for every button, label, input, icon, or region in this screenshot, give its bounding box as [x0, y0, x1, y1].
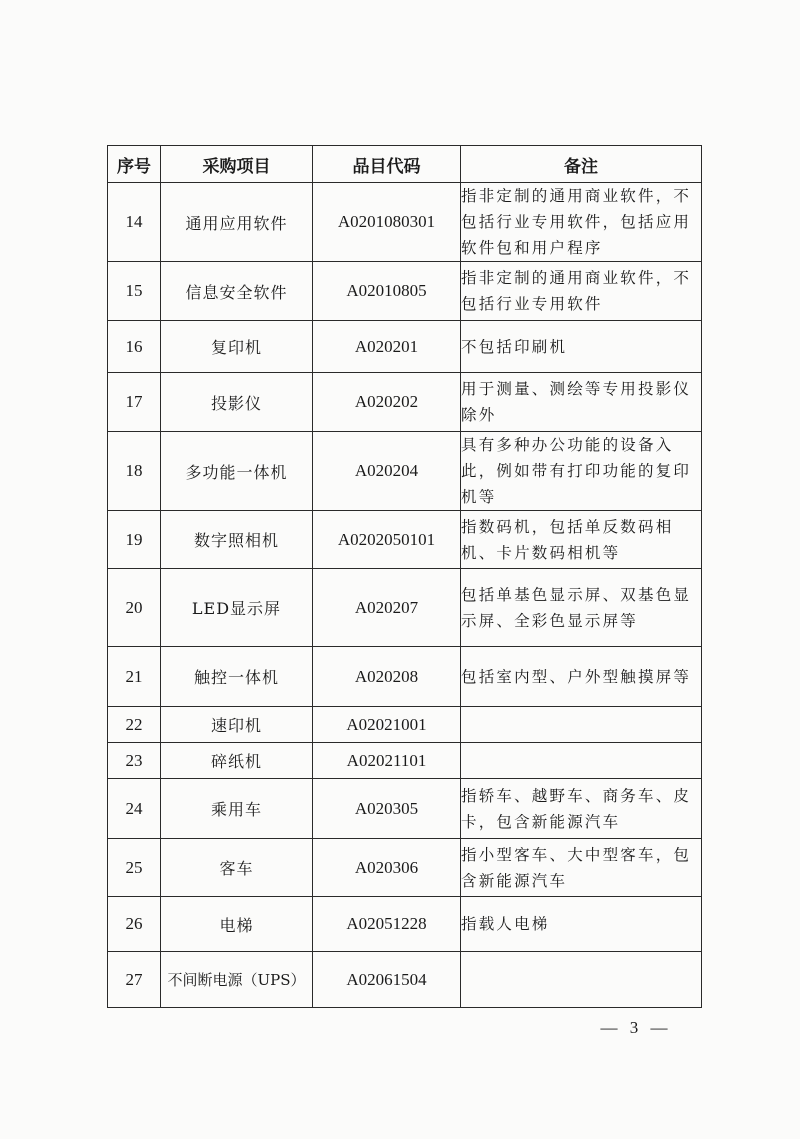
row-note	[461, 952, 702, 1008]
row-code: A020305	[313, 779, 461, 839]
row-no: 21	[108, 647, 161, 707]
row-no: 24	[108, 779, 161, 839]
table-header-row	[108, 146, 702, 183]
row-code: A02021101	[313, 743, 461, 779]
row-code: A020201	[313, 321, 461, 373]
table-row	[108, 897, 702, 952]
row-no: 14	[108, 183, 161, 262]
table-row	[108, 511, 702, 569]
table-row	[108, 779, 702, 839]
row-code: A020207	[313, 569, 461, 647]
row-code: A020202	[313, 373, 461, 432]
row-note	[461, 743, 702, 779]
table-row	[108, 432, 702, 511]
row-no: 19	[108, 511, 161, 569]
row-code: A02061504	[313, 952, 461, 1008]
row-code: A0202050101	[313, 511, 461, 569]
row-item: LED显示屏	[161, 569, 313, 647]
row-item: 客车	[161, 839, 313, 897]
row-note: 具有多种办公功能的设备入此，例如带有打印功能的复印机等	[461, 432, 702, 511]
row-item: 复印机	[161, 321, 313, 373]
row-note: 用于测量、测绘等专用投影仪除外	[461, 373, 702, 432]
row-item: 碎纸机	[161, 743, 313, 779]
table-row	[108, 183, 702, 262]
header-item: 采购项目	[161, 146, 313, 183]
table-row	[108, 743, 702, 779]
table-row	[108, 321, 702, 373]
table-row	[108, 647, 702, 707]
row-item: 多功能一体机	[161, 432, 313, 511]
row-no: 25	[108, 839, 161, 897]
row-code: A020204	[313, 432, 461, 511]
table-row	[108, 569, 702, 647]
row-no: 22	[108, 707, 161, 743]
row-no: 17	[108, 373, 161, 432]
row-note: 指小型客车、大中型客车，包含新能源汽车	[461, 839, 702, 897]
row-item: 数字照相机	[161, 511, 313, 569]
row-note	[461, 707, 702, 743]
procurement-table	[107, 145, 702, 1008]
row-item: 速印机	[161, 707, 313, 743]
row-no: 16	[108, 321, 161, 373]
row-item: 通用应用软件	[161, 183, 313, 262]
row-item: 电梯	[161, 897, 313, 952]
row-item: 不间断电源（UPS）	[161, 952, 313, 1008]
header-note: 备注	[461, 146, 702, 183]
header-no: 序号	[108, 146, 161, 183]
table-row	[108, 262, 702, 321]
row-code: A0201080301	[313, 183, 461, 262]
row-note: 指数码机，包括单反数码相机、卡片数码相机等	[461, 511, 702, 569]
row-code: A020208	[313, 647, 461, 707]
row-no: 20	[108, 569, 161, 647]
row-code: A02051228	[313, 897, 461, 952]
row-note: 不包括印刷机	[461, 321, 702, 373]
row-note: 指非定制的通用商业软件，不包括行业专用软件，包括应用软件包和用户程序	[461, 183, 702, 262]
header-code: 品目代码	[313, 146, 461, 183]
row-no: 27	[108, 952, 161, 1008]
row-note: 包括单基色显示屏、双基色显示屏、全彩色显示屏等	[461, 569, 702, 647]
row-item: 触控一体机	[161, 647, 313, 707]
row-note: 指轿车、越野车、商务车、皮卡，包含新能源汽车	[461, 779, 702, 839]
row-note: 指载人电梯	[461, 897, 702, 952]
row-code: A02021001	[313, 707, 461, 743]
row-item: 投影仪	[161, 373, 313, 432]
table-row	[108, 839, 702, 897]
row-note: 指非定制的通用商业软件，不包括行业专用软件	[461, 262, 702, 321]
row-code: A020306	[313, 839, 461, 897]
table-row	[108, 707, 702, 743]
row-no: 23	[108, 743, 161, 779]
row-item: 信息安全软件	[161, 262, 313, 321]
row-no: 15	[108, 262, 161, 321]
table-row	[108, 373, 702, 432]
page-number: — 3 —	[600, 1018, 672, 1037]
row-code: A02010805	[313, 262, 461, 321]
row-no: 26	[108, 897, 161, 952]
row-item: 乘用车	[161, 779, 313, 839]
row-no: 18	[108, 432, 161, 511]
table-row	[108, 952, 702, 1008]
row-note: 包括室内型、户外型触摸屏等	[461, 647, 702, 707]
